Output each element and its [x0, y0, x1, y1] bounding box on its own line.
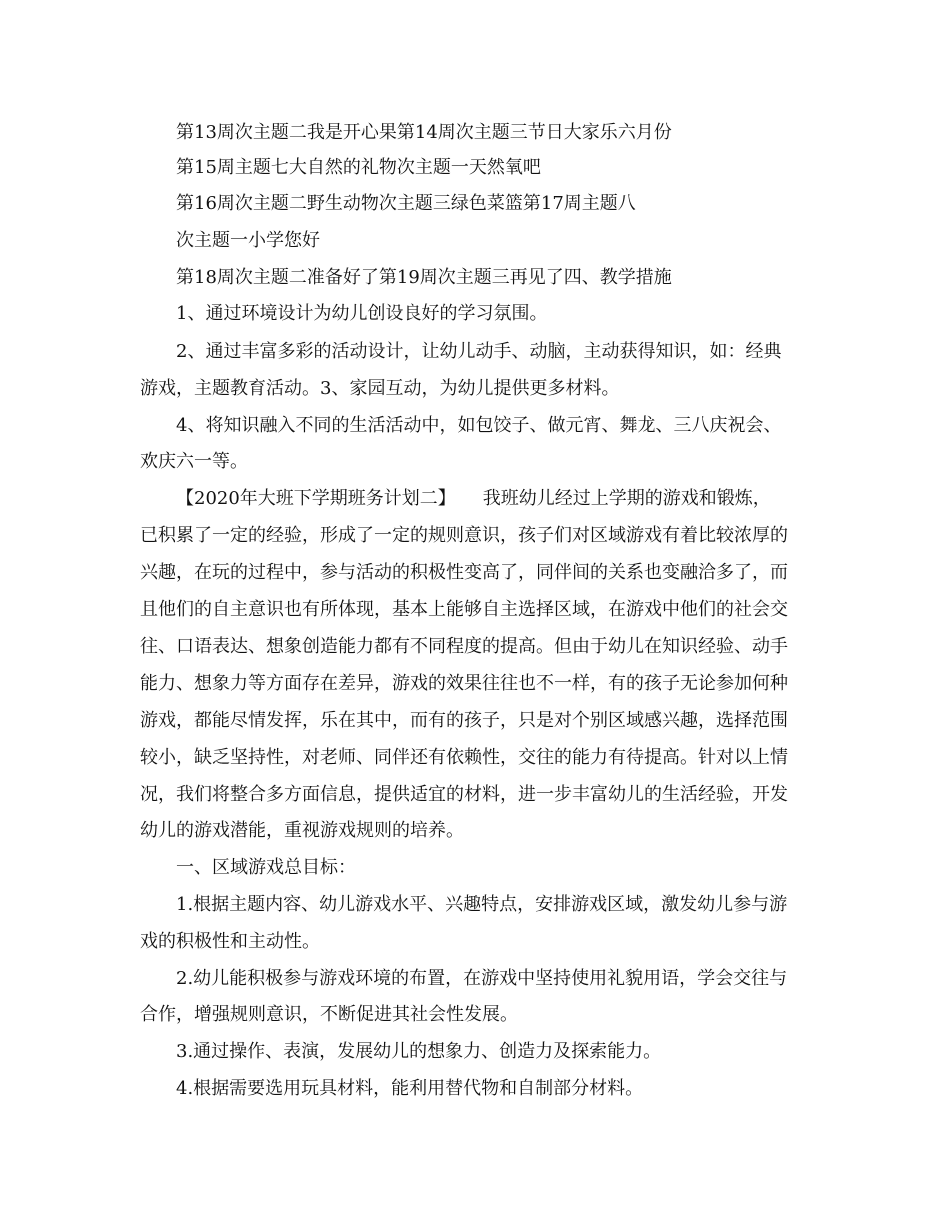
- text-line: 况，我们将整合多方面信息，提供适宜的材料，进一步丰富幼儿的生活经验，开发: [140, 784, 788, 805]
- text-line: 幼儿的游戏潜能，重视游戏规则的培养。: [140, 820, 464, 841]
- text-line: 第13周次主题二我是开心果第14周次主题三节日大家乐六月份: [176, 122, 672, 143]
- text-line: 第16周次主题二野生动物次主题三绿色菜篮第17周主题八: [176, 193, 636, 214]
- text-line: 已积累了一定的经验，形成了一定的规则意识，孩子们对区域游戏有着比较浓厚的: [140, 525, 788, 546]
- text-line: 2.幼儿能积极参与游戏环境的布置，在游戏中坚持使用礼貌用语，学会交往与: [176, 968, 788, 989]
- text-line: 第15周主题七大自然的礼物次主题一天然氧吧: [176, 157, 541, 178]
- text-line: 戏的积极性和主动性。: [140, 931, 320, 952]
- text-line: 2、通过丰富多彩的活动设计，让幼儿动手、动脑，主动获得知识，如：经典: [176, 341, 782, 362]
- text-line: 合作，增强规则意识，不断促进其社会性发展。: [140, 1004, 518, 1025]
- section-heading: 一、区域游戏总目标：: [176, 857, 356, 878]
- text-line: 游戏，都能尽情发挥，乐在其中，而有的孩子，只是对个别区域感兴趣，选择范围: [140, 710, 788, 731]
- text-line: 欢庆六一等。: [140, 451, 248, 472]
- text-line: 3.通过操作、表演，发展幼儿的想象力、创造力及探索能力。: [176, 1041, 662, 1062]
- text-line: 第18周次主题二准备好了第19周次主题三再见了四、教学措施: [176, 267, 672, 288]
- text-line: 1.根据主题内容、幼儿游戏水平、兴趣特点，安排游戏区域，激发幼儿参与游: [176, 894, 788, 915]
- text-line: 【2020年大班下学期班务计划二】 我班幼儿经过上学期的游戏和锻炼，: [176, 488, 771, 509]
- text-line: 兴趣，在玩的过程中，参与活动的积极性变高了，同伴间的关系也变融洽多了，而: [140, 562, 788, 583]
- text-line: 次主题一小学您好: [176, 230, 320, 251]
- text-line: 往、口语表达、想象创造能力都有不同程度的提高。但由于幼儿在知识经验、动手: [140, 636, 788, 657]
- text-line: 4.根据需要选用玩具材料，能利用替代物和自制部分材料。: [176, 1078, 644, 1099]
- text-line: 游戏，主题教育活动。3、家园互动，为幼儿提供更多材料。: [140, 378, 620, 399]
- text-line: 4、将知识融入不同的生活活动中，如包饺子、做元宵、舞龙、三八庆祝会、: [176, 415, 782, 436]
- text-line: 较小，缺乏坚持性，对老师、同伴还有依赖性，交往的能力有待提高。针对以上情: [140, 747, 788, 768]
- text-line: 且他们的自主意识也有所体现，基本上能够自主选择区域，在游戏中他们的社会交: [140, 599, 788, 620]
- text-line: 能力、想象力等方面存在差异，游戏的效果往往也不一样，有的孩子无论参加何种: [140, 673, 788, 694]
- text-line: 1、通过环境设计为幼儿创设良好的学习氛围。: [176, 303, 548, 324]
